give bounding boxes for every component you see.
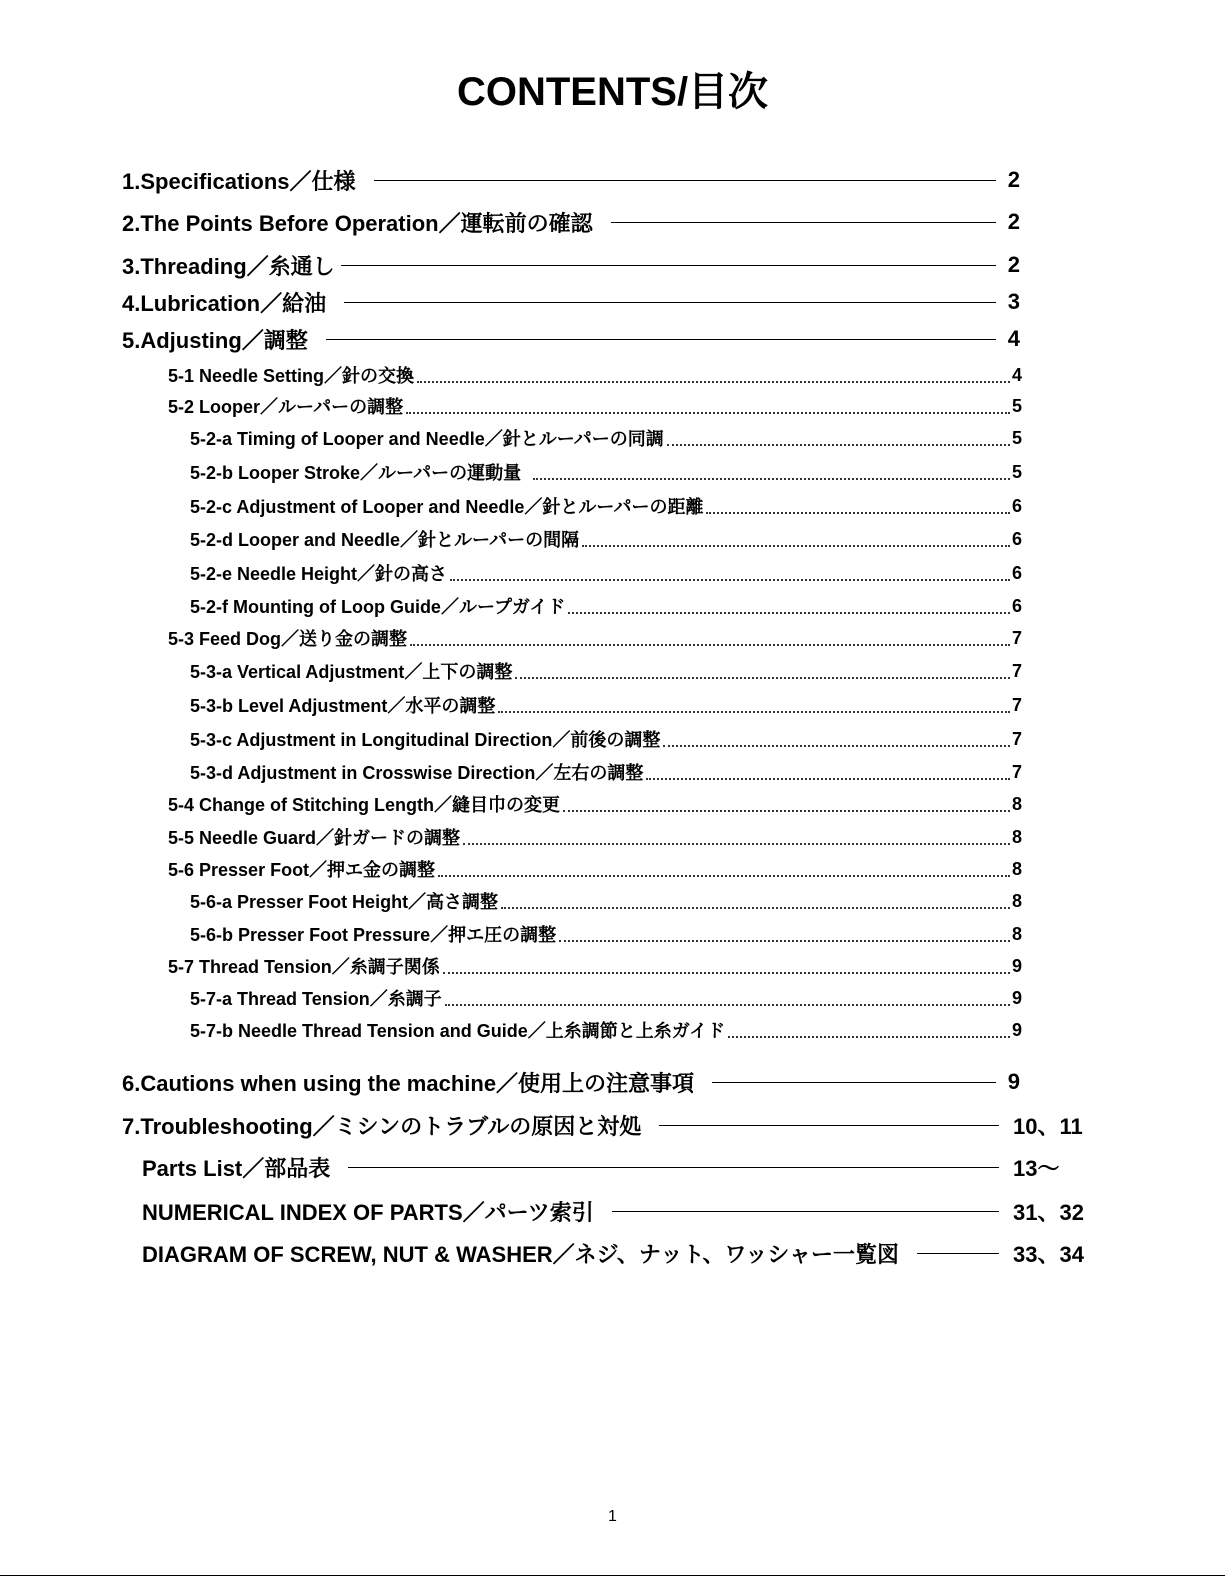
toc-page: 31、32	[1013, 1199, 1084, 1225]
toc-entry-troubleshooting[interactable]	[0, 1110, 1225, 1140]
toc-leader-dots	[501, 907, 1010, 909]
toc-leader-dots	[533, 478, 1010, 480]
toc-leader-dots	[559, 940, 1010, 942]
toc-leader-line	[374, 180, 996, 181]
toc-page: 5	[1011, 427, 1022, 448]
toc-label: 5-6-b Presser Foot Pressure／押エ圧の調整	[190, 925, 557, 945]
toc-label: 5-1 Needle Setting／針の交換	[168, 366, 415, 386]
toc-leader-dots	[450, 579, 1010, 581]
toc-page: 4	[1011, 364, 1022, 385]
toc-label: 5-3-b Level Adjustment／水平の調整	[190, 696, 496, 716]
toc-entry-5-2-d[interactable]	[0, 527, 1225, 551]
toc-page: 7	[1011, 728, 1022, 749]
toc-leader-dots	[445, 1004, 1010, 1006]
toc-page: 7	[1011, 660, 1022, 681]
toc-page: 8	[1011, 826, 1022, 847]
toc-leader-dots	[563, 810, 1010, 812]
toc-leader-dots	[728, 1036, 1010, 1038]
toc-page: 9	[1011, 1019, 1022, 1040]
toc-leader-line	[612, 1211, 999, 1212]
toc-label: 5-2 Looper／ルーパーの調整	[168, 397, 404, 417]
toc-label: 5-3-d Adjustment in Crosswise Direction／左右の調整	[190, 763, 644, 783]
toc-label: 5-5 Needle Guard／針ガードの調整	[168, 828, 461, 848]
toc-entry-5-2-e[interactable]	[0, 561, 1225, 585]
toc-label: 5-7-b Needle Thread Tension and Guide／上糸調節と上糸ガイド	[190, 1021, 726, 1041]
toc-leader-dots	[667, 444, 1010, 446]
toc-entry-5-3-a[interactable]	[0, 659, 1225, 683]
toc-leader-line	[659, 1125, 999, 1126]
bottom-divider	[0, 1575, 1225, 1576]
toc-leader-dots	[706, 512, 1010, 514]
toc-entry-5-6-a[interactable]	[0, 889, 1225, 913]
toc-label: 5-2-a Timing of Looper and Needle／針とルーパーの同調	[190, 429, 664, 449]
toc-leader-dots	[582, 545, 1010, 547]
toc-page: 7	[1011, 761, 1022, 782]
toc-leader-dots	[417, 381, 1010, 383]
toc-entry-numerical-index[interactable]	[0, 1196, 1225, 1226]
toc-page: 8	[1011, 793, 1022, 814]
toc-entry-5-6-b[interactable]	[0, 922, 1225, 946]
toc-label: 5-2-e Needle Height／針の高さ	[190, 564, 448, 584]
toc-entry-5-7[interactable]	[0, 954, 1225, 978]
toc-page: 6	[1011, 562, 1022, 583]
toc-page: 9	[1011, 955, 1022, 976]
toc-entry-5-3-c[interactable]	[0, 727, 1225, 751]
toc-entry-parts-list[interactable]	[0, 1152, 1225, 1182]
toc-entry-5-7-a[interactable]	[0, 986, 1225, 1010]
toc-label: 5-7-a Thread Tension／糸調子	[190, 989, 442, 1009]
toc-entry-cautions[interactable]	[0, 1067, 1225, 1097]
toc-leader-line	[344, 302, 996, 303]
toc-entry-5-3[interactable]	[0, 626, 1225, 650]
toc-label: 5-3-c Adjustment in Longitudinal Direction／前後の調整	[190, 730, 661, 750]
toc-label: 5-3 Feed Dog／送り金の調整	[168, 629, 408, 649]
toc-page: 9	[1007, 1069, 1020, 1094]
toc-entry-5-2[interactable]	[0, 394, 1225, 418]
toc-entry-5-1[interactable]	[0, 363, 1225, 387]
toc-label: 5.Adjusting／調整	[122, 327, 308, 353]
toc-page: 2	[1007, 252, 1020, 277]
toc-leader-dots	[410, 644, 1010, 646]
toc-page: 10、11	[1013, 1113, 1083, 1139]
toc-entry-5-2-c[interactable]	[0, 494, 1225, 518]
page-number: 1	[608, 1508, 617, 1525]
toc-leader-dots	[406, 412, 1010, 414]
toc-page: 8	[1011, 858, 1022, 879]
toc-page: 8	[1011, 890, 1022, 911]
toc-page: 4	[1007, 326, 1020, 351]
toc-label: 6.Cautions when using the machine／使用上の注意事項	[122, 1070, 695, 1096]
toc-label: 5-7 Thread Tension／糸調子関係	[168, 957, 440, 977]
toc-label: 5-2-c Adjustment of Looper and Needle／針とルーパーの距離	[190, 497, 704, 517]
toc-leader-line	[348, 1167, 999, 1168]
toc-page: 9	[1011, 987, 1022, 1008]
toc-page: 6	[1011, 595, 1022, 616]
toc-label: 3.Threading／糸通し	[122, 253, 335, 279]
toc-page: 33、34	[1013, 1241, 1084, 1267]
toc-leader-dots	[498, 711, 1010, 713]
toc-page: 2	[1007, 167, 1020, 192]
toc-page: 7	[1011, 694, 1022, 715]
toc-leader-line	[341, 265, 996, 266]
toc-leader-line	[917, 1253, 999, 1254]
toc-label: 5-2-d Looper and Needle／針とルーパーの間隔	[190, 530, 580, 550]
toc-entry-adjusting[interactable]	[0, 324, 1225, 354]
toc-entry-points-before-operation[interactable]	[0, 207, 1225, 237]
toc-entry-5-7-b[interactable]	[0, 1018, 1225, 1042]
toc-entry-specifications[interactable]	[0, 165, 1225, 195]
toc-page: 6	[1011, 495, 1022, 516]
toc-page: 5	[1011, 461, 1022, 482]
toc-leader-dots	[438, 875, 1010, 877]
toc-label: 1.Specifications／仕様	[122, 168, 356, 194]
toc-label: 4.Lubrication／給油	[122, 290, 327, 316]
toc-entry-5-2-a[interactable]	[0, 426, 1225, 450]
toc-leader-dots	[646, 778, 1010, 780]
toc-label: 5-2-f Mounting of Loop Guide／ループガイド	[190, 597, 566, 617]
toc-leader-dots	[663, 745, 1010, 747]
toc-leader-line	[326, 339, 996, 340]
toc-entry-lubrication[interactable]	[0, 287, 1225, 317]
toc-page: 2	[1007, 209, 1020, 234]
toc-leader-dots	[515, 677, 1010, 679]
toc-label: 2.The Points Before Operation／運転前の確認	[122, 210, 593, 236]
toc-label: 5-6-a Presser Foot Height／高さ調整	[190, 892, 499, 912]
toc-label: 7.Troubleshooting／ミシンのトラブルの原因と対処	[122, 1113, 642, 1139]
toc-entry-5-2-b[interactable]	[0, 460, 1225, 484]
toc-leader-dots	[568, 612, 1010, 614]
toc-entry-5-3-d[interactable]	[0, 760, 1225, 784]
toc-leader-dots	[463, 843, 1010, 845]
toc-label: NUMERICAL INDEX OF PARTS／パーツ索引	[142, 1199, 594, 1225]
toc-entry-5-4[interactable]	[0, 792, 1225, 816]
toc-entry-5-2-f[interactable]	[0, 594, 1225, 618]
page-title: CONTENTS/目次	[456, 70, 769, 114]
toc-leader-dots	[443, 972, 1010, 974]
toc-leader-line	[712, 1082, 996, 1083]
toc-page: 6	[1011, 528, 1022, 549]
toc-label: 5-3-a Vertical Adjustment／上下の調整	[190, 662, 513, 682]
toc-label: 5-4 Change of Stitching Length／縫目巾の変更	[168, 795, 560, 815]
toc-label: 5-6 Presser Foot／押エ金の調整	[168, 860, 436, 880]
toc-entry-5-6[interactable]	[0, 857, 1225, 881]
toc-page: 7	[1011, 627, 1022, 648]
toc-leader-line	[611, 222, 996, 223]
toc-entry-diagram-screw-nut-washer[interactable]	[0, 1238, 1225, 1268]
toc-page: 13～	[1013, 1155, 1060, 1181]
toc-entry-5-5[interactable]	[0, 825, 1225, 849]
toc-label: Parts List／部品表	[142, 1155, 331, 1181]
toc-page: 3	[1007, 289, 1020, 314]
toc-entry-threading[interactable]	[0, 250, 1225, 280]
toc-label: 5-2-b Looper Stroke／ルーパーの運動量	[190, 463, 522, 483]
toc-page: 5	[1011, 395, 1022, 416]
toc-page: 8	[1011, 923, 1022, 944]
toc-label: DIAGRAM OF SCREW, NUT & WASHER／ネジ、ナット、ワッシャー一覧図	[142, 1241, 899, 1267]
toc-entry-5-3-b[interactable]	[0, 693, 1225, 717]
